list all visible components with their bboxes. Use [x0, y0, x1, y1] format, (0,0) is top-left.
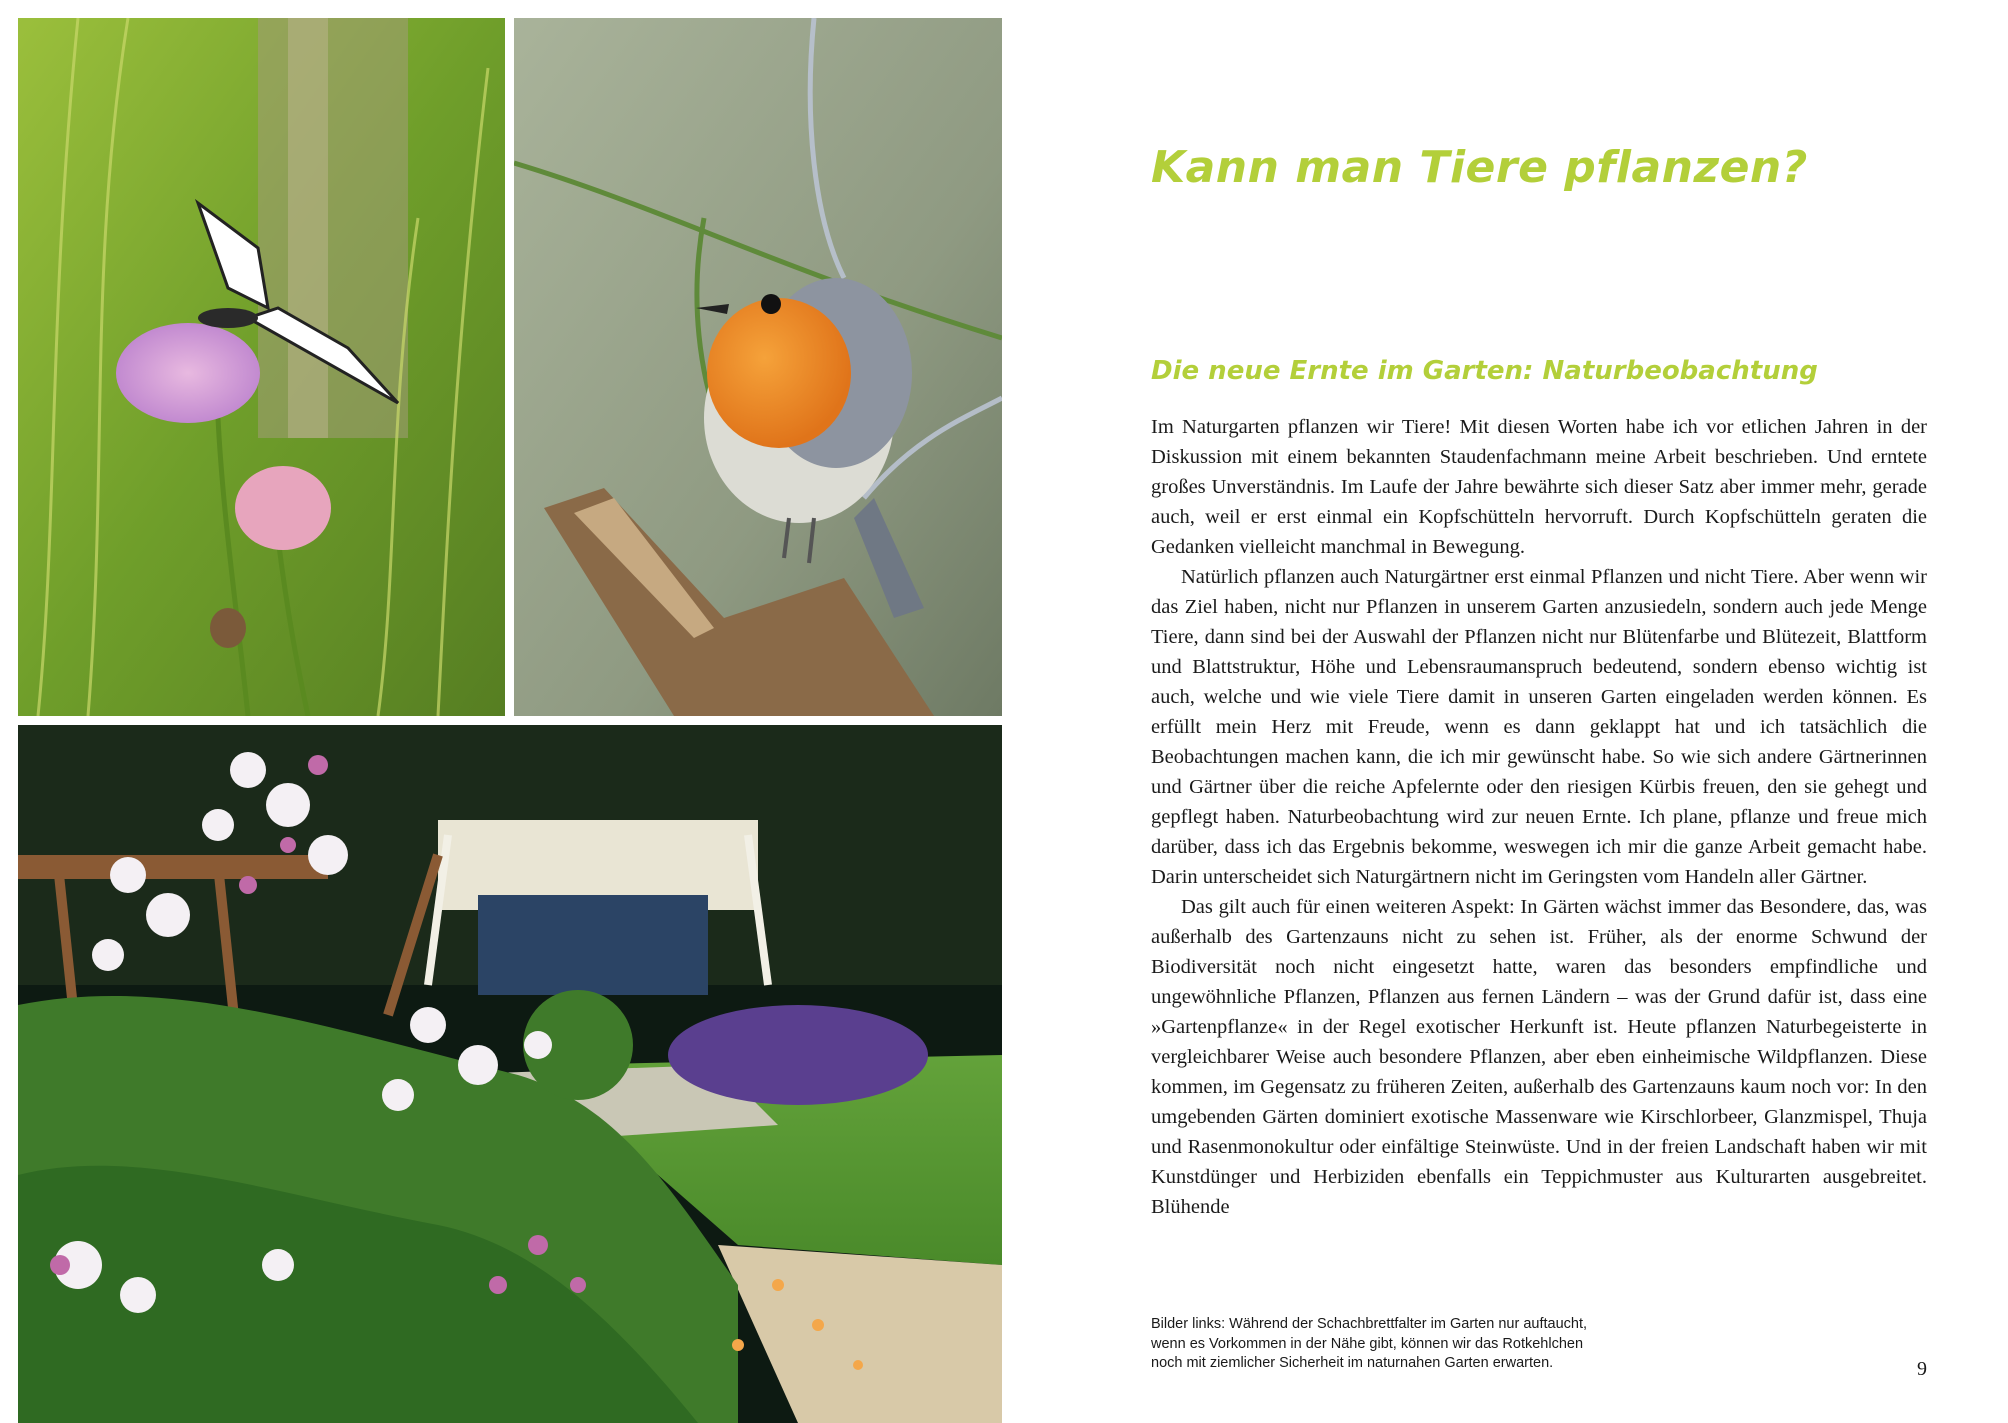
image-caption	[1151, 1315, 1591, 1374]
text-page	[1151, 0, 1927, 1417]
caption-line: noch mit ziemlicher Sicherheit im naturnahen Garten erwarten.	[1151, 1355, 1554, 1371]
paragraph: Das gilt auch für einen weiteren Aspekt: In Gärten wächst immer das Besondere, das, was außerhalb des Gartenzauns nicht zu sehen ist. Früher, als der enorme Schwund der Biodiversität noch nicht eingesetzt hatte, waren das besonders empfindliche und ungewöhnliche Pflanzen, Pflanzen aus fernen Ländern – was der Grund dafür ist, dass eine »Gartenpflanze« in der Regel exotischer Herkunft ist. Heute pflanzen Naturbegeisterte in vergleichbarer Weise auch besondere Pflanzen, aber eben einheimische Wildpflanzen. Diese kommen, im Gegensatz zu früheren Zeiten, außerhalb des Gartenzauns kaum noch vor: In den umgebenden Gärten dominiert exotische Massenware wie Kirschlorbeer, Glanzmispel, Thuja und Rasenmonokultur oder einfältige Steinwüste. Und in der freien Landschaft haben wir mit Kunstdünger und Herbiziden ebenfalls ein Teppichmuster aus Kulturarten ausgebreitet. Blühende	[1151, 896, 1927, 1218]
paragraph: Natürlich pflanzen auch Naturgärtner erst einmal Pflanzen und nicht Tiere. Aber wenn wir das Ziel haben, nicht nur Pflanzen in unserem Garten anzusiedeln, sondern auch jede Menge Tiere, dann sind bei der Auswahl der Pflanzen nicht nur Blütenfarbe und Blütezeit, Blattform und Blattstruktur, Höhe und Lebensraumanspruch bedeutend, sondern ebenso wichtig ist auch, welche und wie viele Tiere damit in unseren Garten eingeladen werden können. Es erfüllt mein Herz mit Freude, wenn es dann geklappt hat und ich tatsächlich die Beobachtungen machen kann, die ich mir gewünscht habe. So wie sich andere Gärtnerinnen und Gärtner über die reiche Apfelernte oder den riesigen Kürbis freuen, den sie gehegt und gepflegt haben. Naturbeobachtung wird zur neuen Ernte. Ich plane, pflanze und freue mich darüber, dass ich das Ergebnis bekomme, weswegen ich mir die ganze Arbeit gemacht habe. Darin unterscheidet sich Naturgärtnern nicht im Geringsten vom Handeln aller Gärtner.	[1151, 566, 1927, 888]
page-title: Kann man Tiere pflanzen?	[1151, 142, 1808, 193]
body-text	[1151, 412, 1927, 1222]
caption-line: wenn es Vorkommen in der Nähe gibt, können wir das Rotkehlchen	[1151, 1335, 1584, 1352]
butterfly-photo	[18, 18, 505, 716]
paragraph: Im Naturgarten pflanzen wir Tiere! Mit diesen Worten habe ich vor etlichen Jahren in der Diskussion mit einem bekannten Staudenfachmann meine Arbeit beschrieben. Und erntete großes Unverständnis. Im Laufe der Jahre bewährte sich dieser Satz aber immer mehr, gerade auch, weil er erst einmal ein Kopfschütteln hervorruft. Durch Kopfschütteln geraten die Gedanken vielleicht manchmal in Bewegung.	[1151, 416, 1927, 558]
robin-photo	[514, 18, 1002, 716]
garden-photo	[18, 725, 1002, 1423]
caption-line: Bilder links: Während der Schachbrettfalter im Garten nur auftaucht,	[1151, 1316, 1588, 1332]
section-heading: Die neue Ernte im Garten: Naturbeobachtung	[1151, 356, 1818, 386]
page-number: 9	[1917, 1358, 1927, 1380]
